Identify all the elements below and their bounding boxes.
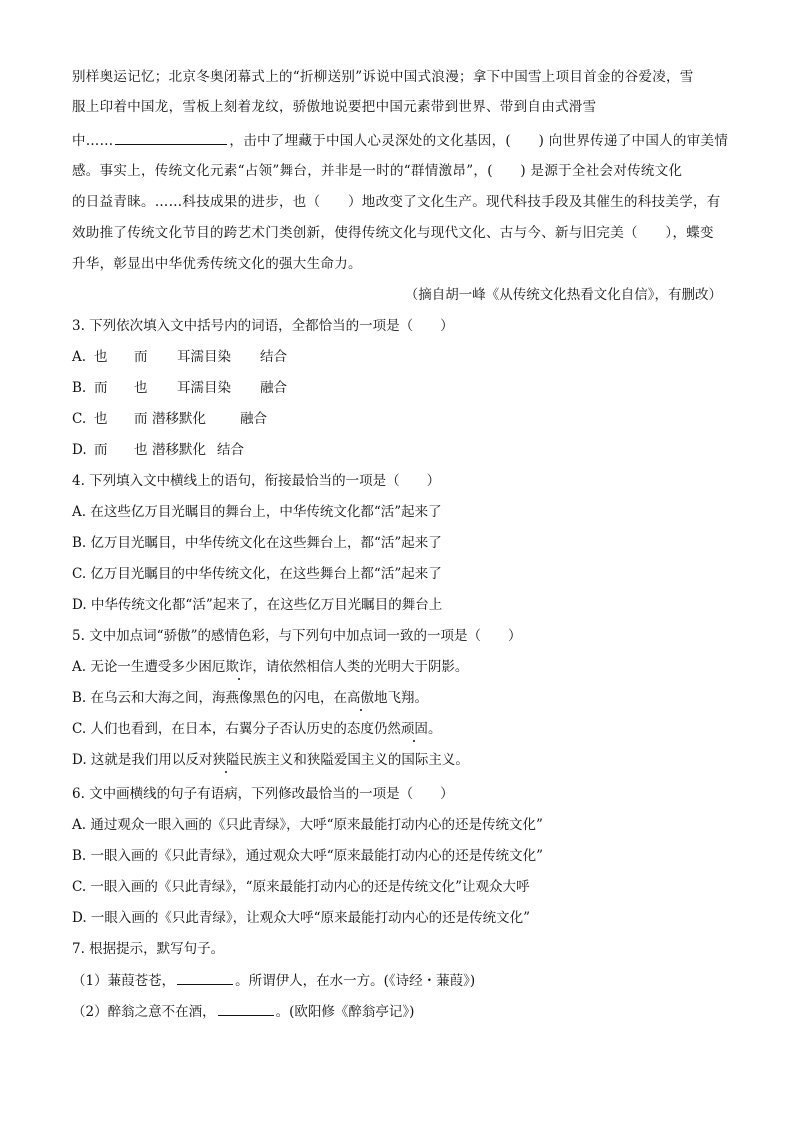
q7-blank-1[interactable]	[177, 970, 233, 985]
q7-item-1: （1）蒹葭苍苍， 。所谓伊人，在水一方。(《诗经・蒹葭》)	[72, 970, 722, 991]
passage-line-2: 服上印着中国龙，雪板上刻着龙纹，骄傲地说要把中国元素带到世界、带到自由式滑雪	[72, 99, 597, 115]
q4-option-a: A. 在这些亿万目光瞩目的舞台上，中华传统文化都“活”起来了	[72, 504, 442, 520]
q5-d-dotted-word: 狭隘	[212, 752, 240, 768]
passage-line-3	[72, 130, 729, 151]
q5-option-c: C. 人们也看到，在日本，右翼分子否认历史的态度仍然顽固。	[72, 721, 442, 737]
q7-blank-2[interactable]	[218, 1001, 274, 1016]
q3-option-a: A. 也 而 耳濡目染 结合	[72, 349, 287, 365]
q7-stem: 7. 根据提示，默写句子。	[72, 941, 225, 957]
passage-line-5: 的日益青睐。……科技成果的进步，也（ ）地改变了文化生产。现代科技手段及其催生的科技美学，有	[72, 194, 721, 210]
q3-option-b: B. 而 也 耳濡目染 融合	[72, 380, 287, 396]
passage-line-3-end: ，击中了埋藏于中国人心灵深处的文化基因，( ) 向世界传递了中国人的审美情	[229, 133, 729, 149]
q3-option-c: C. 也 而 潜移默化 融合	[72, 411, 267, 427]
q4-option-b: B. 亿万目光瞩目，中华传统文化在这些舞台上，都“活”起来了	[72, 535, 442, 551]
passage-line-6: 效助推了传统文化节目的跨艺术门类创新，使得传统文化与现代文化、古与今、新与旧完美（ ），蝶变	[72, 225, 714, 241]
q6-option-b: B. 一眼入画的《只此青绿》，通过观众大呼“原来最能打动内心的还是传统文化”	[72, 848, 544, 864]
q3-option-d: D. 而 也 潜移默化 结合	[72, 442, 244, 458]
passage-source: （摘自胡一峰《从传统文化热看文化自信》，有删改）	[404, 287, 722, 303]
q6-option-d: D. 一眼入画的《只此青绿》，让观众大呼“原来最能打动内心的还是传统文化”	[72, 910, 530, 926]
q7-item-2: （2）醉翁之意不在酒， 。(欧阳修《醉翁亭记》)	[72, 1001, 722, 1022]
q3-stem: 3. 下列依次填入文中括号内的词语，全都恰当的一项是（ ）	[72, 318, 454, 334]
q5-c-dotted-word: 顽固	[400, 721, 428, 737]
q6-option-a: A. 通过观众一眼入画的《只此青绿》，大呼“原来最能打动内心的还是传统文化”	[72, 817, 543, 833]
q6-option-c: C. 一眼入画的《只此青绿》，“原来最能打动内心的还是传统文化”让观众大呼	[72, 879, 530, 895]
answer-blank-sentence[interactable]	[115, 130, 227, 145]
q5-option-d: D. 这就是我们用以反对狭隘民族主义和狭隘爱国主义的国际主义。	[72, 752, 469, 768]
passage-line-3-start: 中……	[72, 133, 114, 149]
passage-line-7: 升华，彰显出中华优秀传统文化的强大生命力。	[72, 256, 362, 272]
q4-stem: 4. 下列填入文中横线上的语句，衔接最恰当的一项是（ ）	[72, 473, 441, 489]
q4-option-d: D. 中华传统文化都“活”起来了，在这些亿万目光瞩目的舞台上	[72, 597, 443, 613]
q5-b-dotted-word: 高傲	[347, 690, 375, 706]
q5-a-dotted-word: 欺诈	[225, 659, 253, 675]
passage-line-1: 别样奥运记忆；北京冬奥闭幕式上的“折柳送别”诉说中国式浪漫；拿下中国雪上项目首金的谷爱凌，雪	[72, 69, 694, 85]
q6-stem: 6. 文中画横线的句子有语病，下列修改最恰当的一项是（ ）	[72, 786, 454, 802]
q4-option-c: C. 亿万目光瞩目的中华传统文化，在这些舞台上都“活”起来了	[72, 566, 442, 582]
q5-stem: 5. 文中加点词“骄傲”的感情色彩，与下列句中加点词一致的一项是（ ）	[72, 628, 522, 644]
passage-line-4: 感。事实上，传统文化元素“占领”舞台，并非是一时的“群情激昂”，( ) 是源于全社会对传统文化	[72, 163, 683, 179]
q5-option-b: B. 在乌云和大海之间，海燕像黑色的闪电，在高傲地飞翔。	[72, 690, 429, 706]
q5-option-a: A. 无论一生遭受多少困厄欺诈，请依然相信人类的光明大于阴影。	[72, 659, 469, 675]
